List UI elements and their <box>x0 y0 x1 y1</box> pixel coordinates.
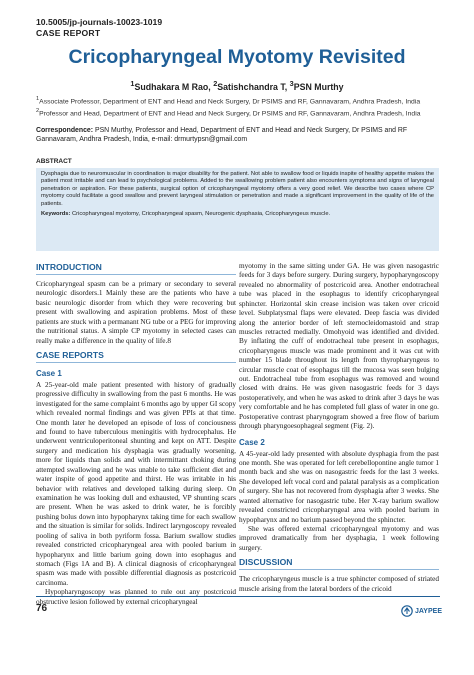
jaypee-logo-icon <box>401 605 413 617</box>
abstract-label: ABSTRACT <box>36 158 72 165</box>
abstract-box <box>36 168 439 251</box>
discussion-paragraph: The cricopharyngeus muscle is a true sphincter composed of striated muscle arising from the lateral borders of the cricoid <box>239 575 439 593</box>
author-3-sup: 3 <box>289 79 294 88</box>
keywords <box>41 211 434 218</box>
author-1-sup: 1 <box>130 79 135 88</box>
introduction-paragraph: Cricopharyngeal spasm can be a primary or secondary to several neurologic disorders.1 Mainly these are the patients who have a basic neurologic disorder from which they were recovering but present with swallowing and aspiration problems. Most of these patients are stuck with a permanant NG tube or a PEG for improving the nutritional status. A simple CP myotomy in selected cases can really make a difference in the quality of life.8 <box>36 280 236 345</box>
left-column <box>36 262 236 607</box>
footer-rule <box>36 596 440 597</box>
case-2-paragraph: A 45-year-old lady presented with absolute dysphagia from the past one month. She was operated for left cerebellopontine angle tumor 1 month back and she was on nasogastric feeds for the last 3 weeks. She developed left vocal cord and palatal paralysis as a complication of surgery. She has not recovered from dysphagia after 3 weeks. She wanted alternative for nasogastric tube. Her X-ray barium swallow revealed constricted cricopharyngeal area with pooled barium in hypopharynx and no barium passed beyond the sphincter. <box>239 449 439 524</box>
author-1: Sudhakara M Rao, <box>134 81 214 92</box>
author-line <box>0 79 474 92</box>
affiliation-1-text: Associate Professor, Department of ENT and Head and Neck Surgery, Dr PSIMS and RF, Gannavaram, Andhra Pradesh, India <box>39 98 421 106</box>
right-column <box>239 262 439 594</box>
subheading-case-1: Case 1 <box>36 368 62 378</box>
keywords-text: Cricopharyngeal myotomy, Cricopharyngeal spasm, Neurogenic dysphasia, Cricopharyngeus muscle. <box>70 211 331 218</box>
author-3: PSN Murthy <box>293 81 344 92</box>
keywords-label: Keywords: <box>41 211 71 218</box>
abstract-text: Dysphagia due to neuromuscular in coordination is major disability for the patient. Not able to swallow food or liquids inspite of healthy appetite makes the patient most irritable and can lead to psychological problems. Added to the swallowing problem patient also encounters symptoms and signs of laryngeal penetration or aspiration. For these patients, surgical option of cricopharyngeal myotomy offers a very good relief. We describe two cases where CP myotomy could facilitate a good swallow and prevent laryngeal stimulation or penetration and made a significant improvement in the quality of life of the patients. <box>41 171 434 207</box>
case-1-continued-paragraph: myotomy in the same sitting under GA. He was given nasogastric feeds for 3 days before surgery. During surgery, hypopharyngoscopy revealed no abnormality of postcricoid area. Another endotracheal tube was placed in the esophagus to identify cricopharyngeal sphincter. Horizontal skin crease incision was taken over cricoid level. Subplatysmal flaps were elevated. Deep fascia was divided along the anterior border of left sternocleidomastoid and strap muscles retracted medially. Omohyoid was identified and divided. By inflating the cuff of endotracheal tube present in esophagus, cricopharyngeus muscle was made prominent and it was cut with number 15 blade throughout its length from thyropharyngeus to circular muscle coat of esophagus till the mucosa was seen bulging out. Endotracheal tube from esophagus was removed and wound closed with drains. He was given nasogastric feeds for 3 days postoperatively, and when he was asked to drink after 3 days he was very comfortable and he has completed full glass of water in one go. Postoperative contrast pharyngogram showed a free flow of barium through pharyngoesophageal segment (Fig. 2). <box>239 262 439 431</box>
section-heading-discussion: DISCUSSION <box>239 557 439 570</box>
affiliation-1-sup: 1 <box>36 96 40 102</box>
affiliation-2-sup: 2 <box>36 108 40 114</box>
affiliation-2 <box>36 108 446 117</box>
author-2-sup: 2 <box>213 79 218 88</box>
section-heading-case-reports: CASE REPORTS <box>36 350 236 363</box>
author-2: Satishchandra T, <box>217 81 290 92</box>
page-number: 76 <box>36 603 48 614</box>
case-2-paragraph-2: She was offered external cricopharyngeal myotomy and was improved dramatically from her dysphagia, 1 week following surgery. <box>239 524 439 552</box>
correspondence-text[interactable]: PSN Murthy, Professor and Head, Department of ENT and Head and Neck Surgery, Dr PSIMS and RF Gannavaram, Andhra Pradesh, India, e-mail: drmurtypsn@gmail.com <box>36 127 408 144</box>
subheading-case-2: Case 2 <box>239 437 265 447</box>
correspondence <box>36 126 441 145</box>
case-1-paragraph: A 25-year-old male patient presented with history of gradually progressive difficulty in swallowing from the past 6 months. He was investigated for the same complaint 6 months ago by upper GI scopy which revealed normal findings and was given PPIs at that time. One month later he developed an episode of loss of conciousness and found to have tuberculous meningitis with hydrocephalus. He underwent ventriculoperitoneal shunting and kept on ATT. Despite surgery and medication his dysphagia was gradually worsening, more for liquids than solids and with intermittant choking during attempted swallowing and he was unable to take sufficient diet and water inspite of good appetite and thirst. He was irritable in his behavior with relatives and developed talking during sleep. On examination he was looking dull and exhausted, VP shunting scars are present. When he was asked to drink water, he is forcibly pushing bolus down into hypopharynx taking time for each swallow and the situation is similar for solids. Indirect laryngoscopy revealed pooling of saliva in both pyriform fossa. Barium swallow studies revealed constricted cricopharyngeal area with pooled barium in hypopharynx and little barium going down into esophagus and stomach (Figs 1A and B). A clinical diagnosis of cricopharyngeal spasm was made with possible differential diagnosis as postcricoid carcinoma. <box>36 380 236 587</box>
publisher-logo-text: JAYPEE <box>415 607 442 615</box>
section-heading-introduction: INTRODUCTION <box>36 262 236 275</box>
correspondence-label: Correspondence: <box>36 127 94 134</box>
affiliation-2-text: Professor and Head, Department of ENT and Head and Neck Surgery, Dr PSIMS and RF, Gannavaram, Andhra Pradesh, India <box>39 110 421 118</box>
affiliation-1 <box>36 96 446 105</box>
publisher-logo <box>401 605 442 617</box>
article-title: Cricopharyngeal Myotomy Revisited <box>68 46 406 68</box>
doi[interactable]: 10.5005/jp-journals-10023-1019 <box>36 17 163 27</box>
case-1-paragraph-2: Hypopharyngoscopy was planned to rule out any postcricoid obstructive lesion followed by external cricopharyngeal <box>36 588 236 606</box>
article-type: CASE REPORT <box>36 28 101 38</box>
